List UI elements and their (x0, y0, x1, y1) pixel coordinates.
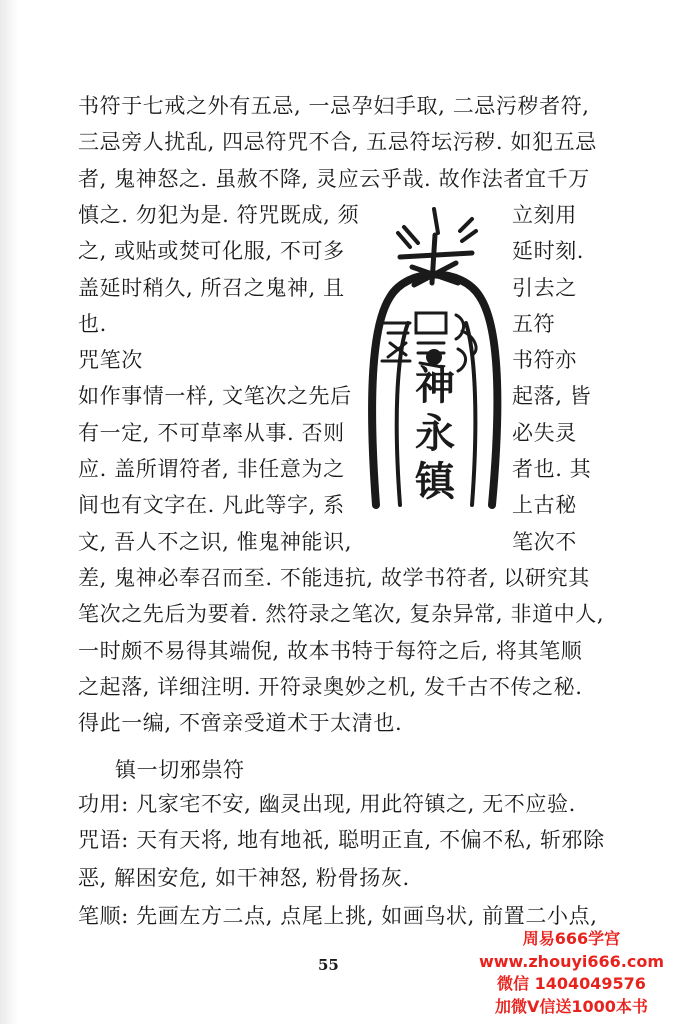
detail-line: 功用: 凡家宅不安, 幽灵出现, 用此符镇之, 无不应验. (78, 792, 576, 816)
talisman-figure (360, 205, 510, 515)
paragraph-line-right-text: 书符亦 (512, 348, 577, 373)
talisman-drawing (360, 205, 510, 515)
paragraph-line (78, 94, 590, 118)
paragraph-line-right-text: 上古秘 (512, 493, 577, 518)
paragraph-line-text: 有一定, 不可草率从事. 否则 (78, 420, 345, 445)
paragraph-line-text: 三忌旁人扰乱, 四忌符咒不合, 五忌符坛污秽. 如犯五忌 (78, 130, 597, 155)
paragraph-line-text: 得此一编, 不啻亲受道术于太清也. (78, 711, 403, 736)
paragraph-line (78, 311, 556, 336)
paragraph-line-right-text: 引去之 (512, 275, 577, 300)
paragraph-line (78, 202, 577, 227)
paragraph-line-text: 应. 盖所谓符者, 非任意为之 (78, 457, 345, 481)
paragraph-line-text: 文, 吾人不之识, 惟鬼神能识, (78, 529, 352, 554)
detail-line: 笔顺: 先画左方二点, 点尾上挑, 如画鸟状, 前置二小点, (78, 904, 598, 928)
watermark (479, 928, 664, 1018)
paragraph-line-right-text: 立刻用 (512, 202, 577, 227)
paragraph-line (78, 639, 582, 663)
paragraph-line (78, 529, 577, 554)
watermark-line: www.zhouyi666.com (478, 951, 664, 971)
paragraph-line (78, 566, 590, 590)
talisman-character: 镇 (415, 459, 455, 505)
watermark-line: 微信 1404049576 (497, 974, 646, 993)
page-shadow-edge (0, 0, 18, 1024)
paragraph-line (78, 384, 592, 409)
paragraph-line (78, 457, 592, 481)
page-number: 55 (318, 956, 339, 974)
paragraph-line-right-text: 必失灵 (512, 420, 577, 445)
paragraph-line-text: 盖延时稍久, 所召之鬼神, 且 (78, 275, 345, 300)
paragraph-line (78, 493, 577, 518)
paragraph-line-right-text: 延时刻. (512, 239, 585, 264)
detail-line: 咒语: 天有天将, 地有地祇, 聪明正直, 不偏不私, 斩邪除 (78, 828, 605, 852)
paragraph-line-right-text: 笔次不 (512, 529, 577, 554)
paragraph-line-right-text: 起落, 皆 (512, 384, 592, 409)
paragraph-line-text: 之起落, 详细注明. 开符录奥妙之机, 发千古不传之秘. (78, 674, 583, 699)
paragraph-line-text: 书符于七戒之外有五忌, 一忌孕妇手取, 二忌污秽者符, (78, 94, 590, 118)
talisman-character: 永 (415, 411, 455, 457)
watermark-line: 周易666学宫 (522, 929, 621, 948)
paragraph-line-text: 也. (78, 311, 107, 336)
talisman-character: 神 (415, 363, 455, 409)
paragraph-line (78, 167, 590, 191)
paragraph-line-text: 一时颇不易得其端倪, 故本书特于每符之后, 将其笔顺 (78, 638, 583, 663)
paragraph-line (78, 420, 577, 445)
paragraph-line-text: 如作事情一样, 文笔次之先后 (78, 384, 352, 409)
watermark-line: 加微V信送1000本书 (495, 996, 648, 1016)
paragraph-line-right-text: 五符 (512, 311, 556, 336)
paragraph-line-text: 之, 或贴或焚可化服, 不可多 (78, 239, 345, 264)
paragraph-line (78, 711, 402, 735)
paragraph-line (78, 275, 577, 300)
paragraph-line (78, 348, 577, 373)
paragraph-line-text: 差, 鬼神必奉召而至. 不能违抗, 故学书符者, 以研究其 (78, 565, 590, 590)
detail-line: 恶, 解困安危, 如干神怒, 粉骨扬灰. (78, 866, 410, 890)
paragraph-line-text: 笔次之先后为要着. 然符录之笔次, 复杂异常, 非道中人, (78, 602, 605, 627)
paragraph-line-text: 咒笔次 (78, 348, 143, 373)
paragraph-line (78, 675, 583, 699)
paragraph-line (78, 130, 597, 154)
paragraph-line-right-text: 者也. 其 (512, 457, 592, 481)
paragraph-line (78, 239, 585, 264)
paragraph-line (78, 602, 604, 626)
paragraph-line-text: 间也有文字在. 凡此等字, 系 (78, 493, 345, 518)
paragraph-line-text: 慎之. 勿犯为是. 符咒既成, 须 (78, 202, 360, 227)
paragraph-line-text: 者, 鬼神怒之. 虽赦不降, 灵应云乎哉. 故作法者宜千万 (78, 166, 590, 191)
section-heading: 镇一切邪祟符 (115, 758, 245, 782)
